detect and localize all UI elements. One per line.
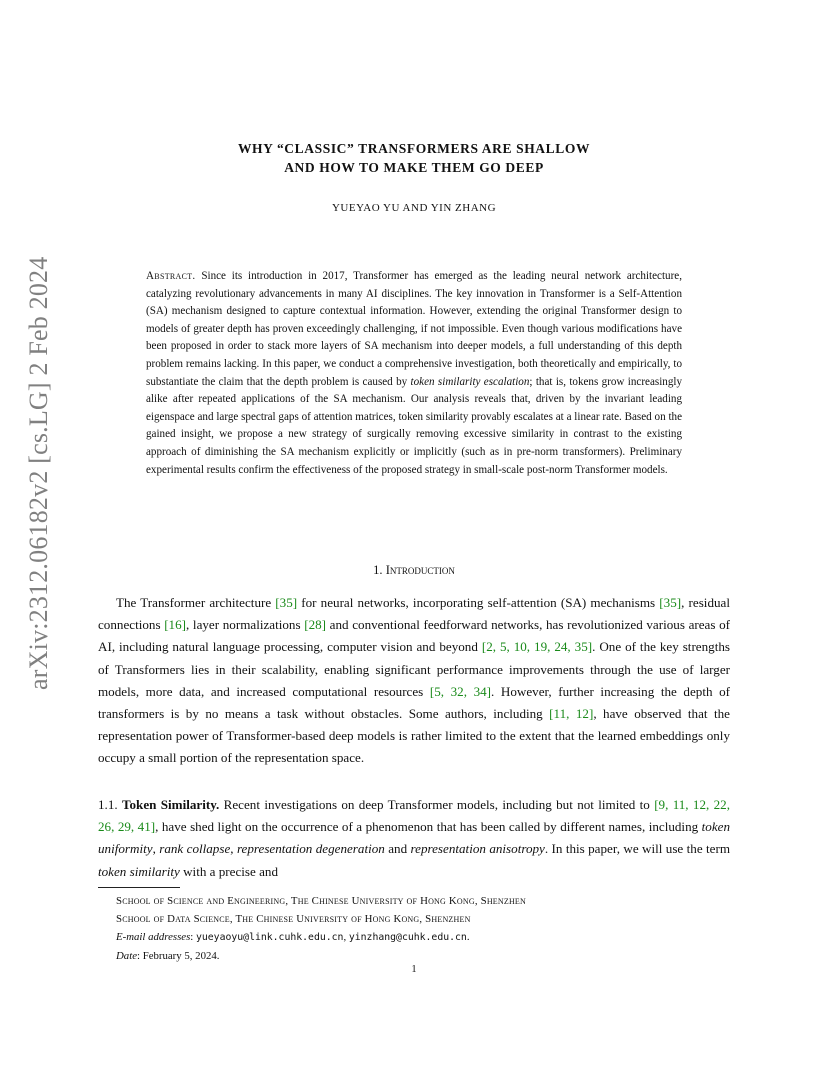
subsection-paragraph [98,794,730,883]
citation-link[interactable]: [9, 11, 12, 22, 26, 29, 41] [98,797,730,835]
citation-link[interactable]: [2, 5, 10, 19, 24, 35] [481,639,593,655]
intro-text: The Transformer architecture [116,595,276,610]
intro-text: , layer normalizations [186,617,305,633]
citation-link[interactable]: [35] [659,595,682,610]
intro-text: . One of the key strengths of Transformers lies in their scalability, enabling significant performance improvements through the use of larger models, more data, and increased computational resources [98,639,730,699]
footnotes [116,892,736,965]
abstract-label: Abstract. [146,270,196,282]
title-line-1: WHY “CLASSIC” TRANSFORMERS ARE SHALLOW [237,141,591,156]
abstract-text-1: Since its introduction in 2017, Transformer has emerged as the leading neural network architecture, catalyzing revolutionary advancements in many AI disciplines. The key innovation in Transformer is a Self-Attention (SA) mechanism designed to capture contextual information. However, extending the original Transformer design to models of greater depth has proven exceedingly challenging, if not impossible. Even though various modifications have been proposed in order to stack more layers of SA mechanism into deeper models, a full understanding of this depth problem remains lacking. In this paper, we conduct a comprehensive investigation, both theoretically and empirically, to substantiate the claim that the depth problem is caused by [146,270,682,388]
page-number: 1 [411,964,417,975]
intro-text: , have observed that the representation power of Transformer-based deep models is rather limited to the extent that the learned embeddings only occupy a small portion of the representation space. [98,706,730,766]
citation-link[interactable]: [11, 12] [549,706,594,722]
authors: YUEYAO YU AND YIN ZHANG [331,202,497,214]
subsection-text: , have shed light on the occurrence of a phenomenon that has been called by different names, including [155,819,702,835]
subsection-title: Token Similarity. [121,797,220,812]
intro-text: and conventional feedforward networks, has revolutionized various areas of AI, including natural language processing, computer vision and beyond [98,617,731,655]
section-title: Introduction [385,563,455,577]
intro-text: for neural networks, incorporating self-attention (SA) mechanisms [297,595,660,610]
subsection-text: . In this paper, we will use the term [544,841,731,857]
date-label: Date [116,950,137,962]
emphasis-term: rank collapse [159,841,231,857]
email-address[interactable]: yinzhang@cuhk.edu.cn [348,932,467,943]
intro-paragraph [98,592,730,770]
footnote-divider [98,887,180,888]
subsection-text: with a precise and [179,863,278,879]
section-heading [0,563,828,578]
email-label: E-mail addresses [116,931,191,943]
subsection-text: and [384,841,411,857]
emphasis-term: token uniformity [98,819,730,857]
abstract-emphasis: token similarity escalation [410,375,530,388]
citation-link[interactable]: [16] [164,617,187,633]
emphasis-term: representation anisotropy [410,841,545,857]
paper-title [0,139,828,177]
emphasis-term: representation degeneration [236,841,385,857]
title-line-2: AND HOW TO MAKE THEM GO DEEP [284,160,544,175]
email-separator: , [343,931,349,943]
abstract [146,268,682,479]
subsection-number: 1.1. [98,797,118,812]
intro-text: , residual connections [98,595,730,633]
email-line [116,928,736,947]
email-address[interactable]: yueyaoyu@link.cuhk.edu.cn [195,932,344,943]
affiliation-2: School of Data Science, The Chinese University of Hong Kong, Shenzhen [116,913,471,925]
citation-link[interactable]: [35] [275,595,298,610]
date-value: : February 5, 2024. [137,950,220,962]
affiliation-1: School of Science and Engineering, The Chinese University of Hong Kong, Shenzhen [116,895,527,907]
date-line [116,947,736,965]
subsection-text: Recent investigations on deep Transformer models, including but not limited to [219,797,655,812]
subsection-text: , [152,841,160,857]
emphasis-term: token similarity [98,863,180,879]
email-separator: : [190,931,196,943]
section-number: 1. [373,563,383,577]
intro-text: . However, further increasing the depth of transformers is by no means a task without obstacles. Some authors, including [98,683,730,722]
citation-link[interactable]: [5, 32, 34] [429,683,492,699]
abstract-text-2: ; that is, tokens grow increasingly alike after repeated applications of the SA mechanism. Our analysis reveals that, driven by the invariant leading eigenspace and large spectral gaps of attention matrices, token similarity provably escalates at a linear rate. Based on the gained insight, we propose a new strategy of surgically removing excessive similarity in contrast to the existing approach of diminishing the SA mechanism explicitly or implicitly (such as in pre-norm transformers). Preliminary experimental results confirm the effectiveness of the proposed strategy in small-scale post-norm Transformer models. [146,375,683,476]
arxiv-identifier-stamp: arXiv:2312.06182v2 [cs.LG] 2 Feb 2024 [24,256,53,690]
citation-link[interactable]: [28] [304,617,327,633]
subsection-text: , [230,841,237,857]
email-end: . [466,931,470,943]
